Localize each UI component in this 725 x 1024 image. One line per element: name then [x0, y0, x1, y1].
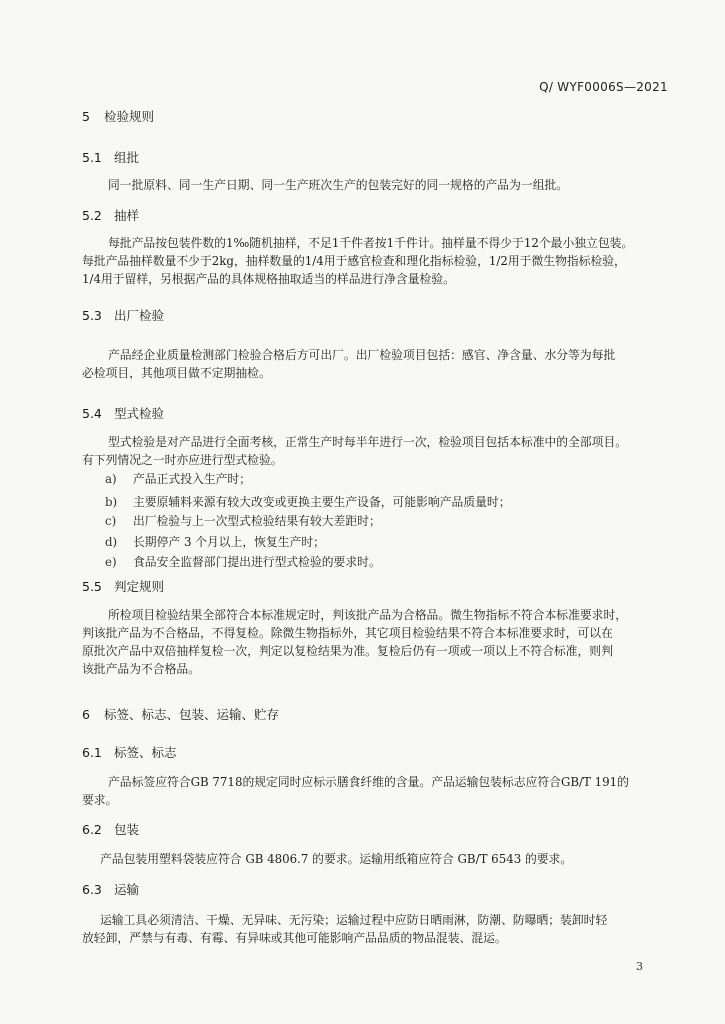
paragraph-line: 判该批产品为不合格品，不得复检。除微生物指标外，其它项目检验结果不符合本标准要求时，可以在	[82, 626, 613, 640]
section-number: 5	[82, 109, 90, 124]
paragraph-line: 放轻卸，严禁与有毒、有霉、有异味或其他可能影响产品品质的物品混装、混运。	[82, 931, 507, 945]
paragraph-line: 运输工具必须清洁、干燥、无异味、无污染；运输过程中应防日晒雨淋，防潮、防曝晒；装卸时轻	[100, 913, 608, 927]
section-number: 5.2	[82, 208, 102, 223]
list-item	[105, 553, 381, 570]
section-number: 6	[82, 707, 90, 722]
section-5-3-heading	[82, 306, 164, 324]
section-number: 5.4	[82, 406, 102, 421]
paragraph-line: 1/4用于留样，另根据产品的具体规格抽取适当的样品进行净含量检验。	[82, 272, 455, 286]
list-marker: e)	[105, 555, 117, 569]
paragraph-line: 同一批原料、同一生产日期、同一生产班次生产的包装完好的同一规格的产品为一组批。	[108, 178, 569, 192]
list-item	[105, 533, 325, 550]
list-item-text: 产品正式投入生产时；	[133, 472, 251, 486]
paragraph-line: 型式检验是对产品进行全面考核，正常生产时每半年进行一次，检验项目包括本标准中的全部项目。	[108, 435, 628, 449]
section-title: 型式检验	[114, 406, 165, 421]
section-number: 6.3	[82, 882, 102, 897]
paragraph-line: 每批产品抽样数量不少于2kg，抽样数量的1/4用于感官检查和理化指标检验，1/2用于微生物指标检验，	[82, 254, 626, 268]
section-6-3-heading	[82, 880, 139, 898]
paragraph-line: 原批次产品中双倍抽样复检一次，判定以复检结果为准。复检后仍有一项或一项以上不符合标准，则判	[82, 644, 613, 658]
list-marker: a)	[105, 472, 117, 486]
section-number: 5.5	[82, 579, 102, 594]
section-5-4-heading	[82, 404, 164, 422]
list-item	[105, 493, 511, 510]
section-5-5-heading	[82, 577, 164, 595]
section-5-3-paragraph	[82, 346, 662, 382]
paragraph-line: 产品标签应符合GB 7718的规定同时应标示膳食纤维的含量。产品运输包装标志应符合GB/T 191的	[108, 775, 629, 789]
section-title: 抽样	[114, 208, 140, 223]
list-item	[105, 512, 381, 529]
paragraph-line: 所检项目检验结果全部符合本标准规定时，判该批产品为合格品。微生物指标不符合本标准要求时，	[108, 608, 628, 622]
section-title: 判定规则	[114, 579, 165, 594]
list-item-text: 食品安全监督部门提出进行型式检验的要求时。	[133, 555, 381, 569]
list-item-text: 长期停产 3 个月以上，恢复生产时；	[133, 535, 325, 549]
section-number: 5.1	[82, 150, 102, 165]
list-marker: d)	[105, 535, 118, 549]
section-number: 6.2	[82, 822, 102, 837]
list-item	[105, 470, 251, 487]
list-marker: b)	[105, 495, 118, 509]
section-title: 包装	[114, 822, 140, 837]
section-title: 组批	[114, 150, 140, 165]
section-6-2-heading	[82, 820, 139, 838]
section-6-1-paragraph	[82, 773, 662, 809]
section-6-2-paragraph	[82, 850, 662, 868]
paragraph-line: 要求。	[82, 793, 118, 807]
section-5-2-heading	[82, 206, 139, 224]
section-5-1-heading	[82, 148, 139, 166]
section-title: 出厂检验	[114, 308, 165, 323]
list-marker: c)	[105, 514, 117, 528]
section-title: 标签、标志	[114, 745, 177, 760]
list-item-text: 出厂检验与上一次型式检验结果有较大差距时；	[133, 514, 381, 528]
document-code: Q/ WYF0006S—2021	[539, 80, 668, 94]
section-title: 检验规则	[104, 109, 155, 124]
section-5-1-paragraph	[108, 176, 688, 194]
section-number: 5.3	[82, 308, 102, 323]
paragraph-line: 有下列情况之一时亦应进行型式检验。	[82, 453, 283, 467]
section-number: 6.1	[82, 745, 102, 760]
paragraph-line: 必检项目，其他项目做不定期抽检。	[82, 366, 271, 380]
paragraph-line: 产品经企业质量检测部门检验合格后方可出厂。出厂检验项目包括：感官、净含量、水分等为每批	[108, 348, 616, 362]
section-5-2-paragraph	[82, 234, 662, 288]
paragraph-line: 产品包装用塑料袋装应符合 GB 4806.7 的要求。运输用纸箱应符合 GB/T 6543 的要求。	[100, 852, 573, 866]
paragraph-line: 该批产品为不合格品。	[82, 662, 200, 676]
section-5-4-paragraph	[82, 433, 662, 469]
section-title: 标签、标志、包装、运输、贮存	[104, 707, 280, 722]
section-title: 运输	[114, 882, 140, 897]
section-5-5-paragraph	[82, 606, 662, 678]
paragraph-line: 每批产品按包装件数的1‰随机抽样，不足1千件者按1千件计。抽样量不得少于12个最小独立包装。	[108, 236, 634, 250]
section-6-1-heading	[82, 743, 177, 761]
section-5-heading	[82, 107, 154, 125]
section-6-heading	[82, 705, 279, 723]
list-item-text: 主要原辅料来源有较大改变或更换主要生产设备，可能影响产品质量时；	[133, 495, 511, 509]
page-number: 3	[636, 960, 643, 973]
section-6-3-paragraph	[82, 911, 662, 947]
